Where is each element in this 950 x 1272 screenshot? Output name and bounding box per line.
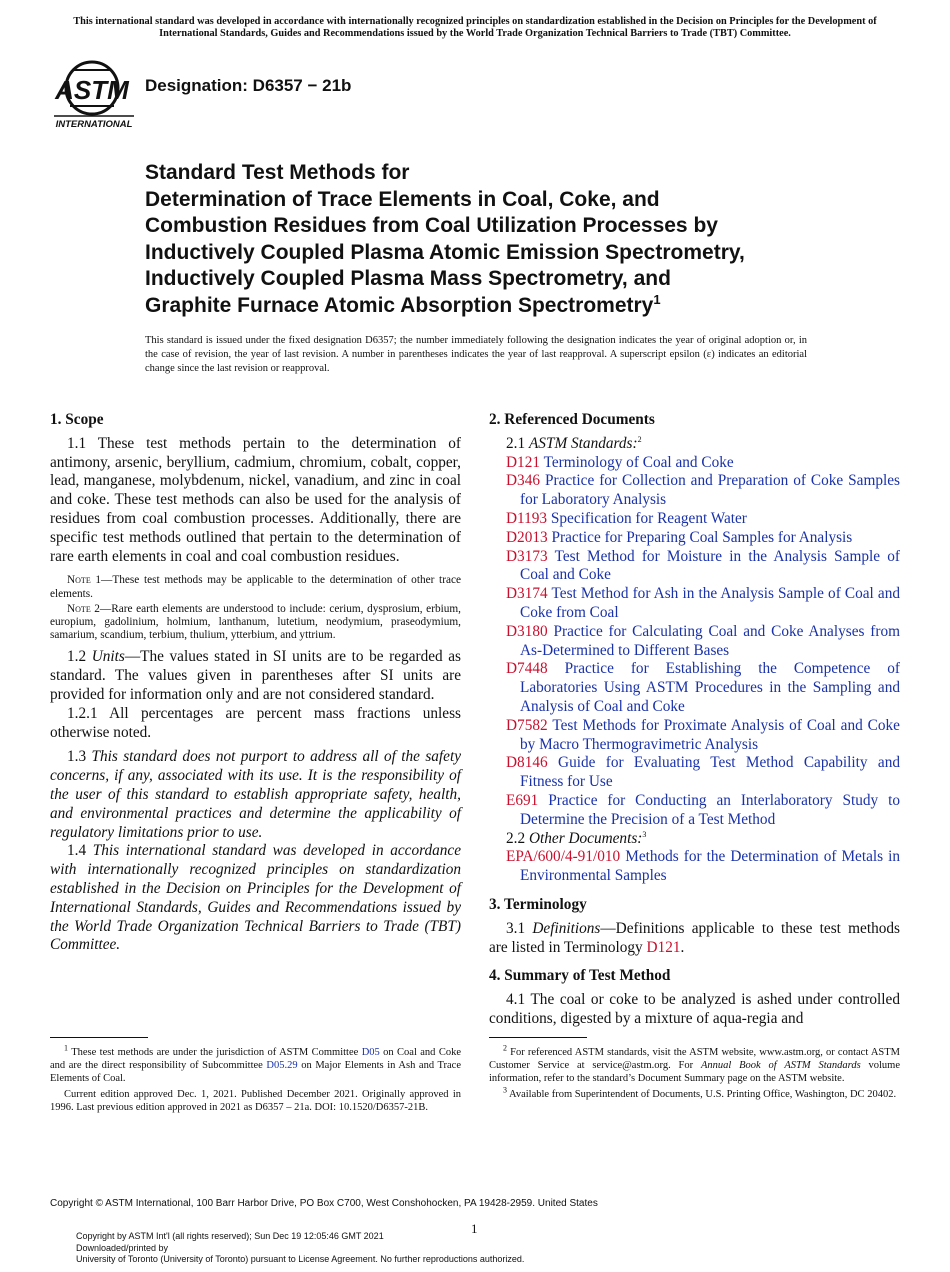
note-label: Note 2	[67, 602, 100, 615]
reference-title-link[interactable]: Practice for Calculating Coal and Coke Analyses from As-Determined to Different Bases	[520, 622, 900, 659]
paragraph-1-4	[50, 842, 461, 955]
reference-title-link[interactable]: Terminology of Coal and Coke	[543, 453, 734, 471]
left-column	[50, 411, 461, 955]
para-number: 2.2	[506, 829, 529, 847]
footnote-divider	[489, 1037, 587, 1038]
para-number: 2.1	[506, 434, 529, 452]
footnote-text: volume information, refer to the standard’s Document Summary page on the ASTM website.	[489, 1060, 900, 1084]
other-documents-heading	[489, 830, 900, 849]
para-end: .	[680, 938, 685, 956]
reference-title-link[interactable]: Test Method for Moisture in the Analysis Sample of Coal and Coke	[520, 547, 900, 584]
para-number: 1.4	[67, 842, 93, 860]
footnote-text: For referenced ASTM standards, visit the ASTM website, www.astm.org, or contact ASTM Customer Service at service@astm.org. For	[489, 1047, 900, 1071]
title-line: Inductively Coupled Plasma Atomic Emission Spectrometry,	[145, 240, 745, 264]
issue-note: This standard is issued under the fixed designation D6357; the number immediately following the designation indicates the year of original adoption or, in the case of revision, the year of last revision. A number in parentheses indicates the year of last reapproval. A superscript epsilon (ε) indicates an editorial change since the last revision or reapproval.	[145, 335, 807, 374]
title-line: Graphite Furnace Atomic Absorption Spectrometry	[145, 293, 654, 317]
footnotes-left	[50, 1043, 462, 1117]
edition-note: Current edition approved Dec. 1, 2021. Published December 2021. Originally approved in 1996. Last previous edition approved in 2021 as D6357 – 21a. DOI: 10.1520/D6357-21B.	[50, 1089, 461, 1113]
terminology-link[interactable]: D121	[646, 938, 681, 956]
reference-code-link[interactable]: D121	[506, 453, 540, 471]
title-line: Combustion Residues from Coal Utilization Processes by	[145, 214, 718, 237]
subcommittee-link[interactable]: D05.29	[266, 1060, 298, 1071]
footnote-text: These test methods are under the jurisdiction of ASTM Committee	[68, 1047, 362, 1058]
footnote-3	[489, 1085, 900, 1101]
reference-item	[489, 623, 900, 661]
committee-link[interactable]: D05	[361, 1047, 380, 1058]
reference-title-link[interactable]: Guide for Evaluating Test Method Capability and Fitness for Use	[520, 754, 900, 791]
para-text: This standard does not purport to address all of the safety concerns, if any, associated with its use. It is the responsibility of the user of this standard to establish appropriate safety, health, and environmental practices and determine the applicability of regulatory limitations prior to use.	[50, 748, 462, 841]
title-line: Inductively Coupled Plasma Mass Spectrometry, and	[145, 267, 671, 290]
reference-title-link[interactable]: Practice for Collection and Preparation of Coke Samples for Laboratory Analysis	[520, 472, 900, 509]
para-number: 3.1	[506, 919, 533, 937]
right-column	[489, 411, 900, 1029]
reference-title-link[interactable]: Test Methods for Proximate Analysis of Coal and Coke by Macro Thermogravimetric Analysis	[520, 716, 900, 753]
other-documents-label: Other Documents:	[528, 829, 643, 847]
download-line: University of Toronto (University of Toronto) pursuant to License Agreement. No further reproductions authorized.	[76, 1254, 525, 1264]
footnote-italic: Annual Book of ASTM Standards	[700, 1060, 861, 1071]
footnote-divider	[50, 1037, 148, 1038]
footnote-text: Available from Superintendent of Documents, U.S. Printing Office, Washington, DC 20402.	[507, 1089, 897, 1100]
reference-code-link[interactable]: D8146	[506, 754, 548, 772]
title-footnote-mark[interactable]: 1	[653, 291, 661, 307]
designation: Designation: D6357 − 21b	[145, 76, 352, 95]
reference-item	[489, 529, 900, 548]
footnote-mark: 1	[64, 1043, 68, 1053]
para-number: 1.2	[67, 648, 92, 666]
note-label: Note 1	[67, 574, 102, 587]
astm-standards-label: ASTM Standards:	[528, 434, 638, 452]
footnotes-right	[489, 1043, 900, 1104]
reference-item	[489, 585, 900, 623]
footnote-mark[interactable]: 2	[637, 434, 642, 444]
reference-item	[489, 454, 900, 473]
para-text: This international standard was developed in accordance with internationally recognized principles on standardization established in the Decision on Principles for the Development of International Standards, Guides and Recommendations issued by the World Trade Organization Technical Barriers to Trade (TBT) Committee.	[50, 842, 461, 954]
svg-text:ASTM: ASTM	[55, 75, 129, 105]
reference-title-link[interactable]: Practice for Establishing the Competence of Laboratories Using ASTM Procedures in the Sampling and Analysis of Coal and Coke	[520, 660, 900, 715]
reference-code-link[interactable]: EPA/600/4-91/010	[506, 848, 621, 866]
reference-code-link[interactable]: E691	[506, 791, 539, 809]
reference-code-link[interactable]: D7448	[506, 660, 548, 678]
reference-code-link[interactable]: D3180	[506, 622, 548, 640]
reference-code-link[interactable]: D3174	[506, 585, 548, 603]
paragraph-1-3	[50, 748, 461, 842]
reference-title-link[interactable]: Specification for Reagent Water	[550, 509, 747, 527]
reference-item	[489, 660, 900, 716]
reference-title-link[interactable]: Test Method for Ash in the Analysis Sample of Coal and Coke from Coal	[520, 585, 900, 621]
paragraph-1-2-1: 1.2.1 All percentages are percent mass fractions unless otherwise noted.	[50, 704, 461, 741]
footnote-1	[50, 1043, 462, 1085]
footnote-mark: 2	[503, 1043, 507, 1053]
paragraph-3-1	[489, 920, 900, 958]
note-1	[50, 574, 461, 600]
para-text: —The values stated in SI units are to be regarded as standard. The values given in parentheses after SI units are provided for information only and are not considered standard.	[50, 648, 461, 703]
footnote-mark: 3	[503, 1085, 507, 1095]
reference-item	[489, 848, 900, 886]
reference-title-link[interactable]: Practice for Preparing Coal Samples for Analysis	[551, 528, 853, 546]
paragraph-1-2	[50, 648, 461, 704]
note-2	[50, 603, 461, 643]
footnote-text: on Major Elements in Ash and Trace Elements of Coal.	[50, 1060, 462, 1084]
para-text: —Definitions applicable to these test methods are listed in Terminology	[489, 919, 900, 956]
para-term: Units	[91, 648, 125, 666]
para-term: Definitions	[532, 919, 601, 937]
page-number: 1	[471, 1221, 478, 1236]
note-text: —Rare earth elements are understood to include: cerium, dysprosium, erbium, europium, gadolinium, holmium, lanthanum, lutetium, neodymium, praseodymium, samarium, scandium, terbium, thulium, ytterbium, and yttrium.	[50, 602, 461, 642]
para-number: 1.3	[67, 748, 92, 766]
astm-logo-icon	[52, 56, 136, 132]
title-line: Determination of Trace Elements in Coal, Coke, and	[145, 187, 660, 211]
download-line: Copyright by ASTM Int'l (all rights reserved); Sun Dec 19 12:05:46 GMT 2021	[76, 1231, 384, 1241]
astm-logo	[52, 56, 136, 132]
astm-standards-heading	[489, 435, 900, 454]
reference-code-link[interactable]: D3173	[506, 547, 548, 565]
section-heading-terminology: 3. Terminology	[489, 895, 587, 913]
footnote-text: on Coal and Coke and are the direct responsibility of Subcommittee	[50, 1047, 461, 1071]
note-text: —These test methods may be applicable to the determination of other trace elements.	[50, 574, 461, 600]
footnote-mark[interactable]: 3	[642, 829, 647, 839]
reference-item	[489, 717, 900, 755]
reference-item	[489, 792, 900, 830]
reference-title-link[interactable]: Methods for the Determination of Metals in Environmental Samples	[520, 848, 901, 885]
reference-code-link[interactable]: D1193	[506, 509, 548, 527]
download-notice	[76, 1231, 524, 1266]
download-line: Downloaded/printed by	[76, 1242, 169, 1253]
footnote-2	[489, 1043, 900, 1085]
reference-title-link[interactable]: Practice for Conducting an Interlaboratory Study to Determine the Precision of a Test Method	[520, 791, 900, 828]
section-heading-scope: 1. Scope	[50, 411, 104, 428]
title-line: Standard Test Methods for	[145, 161, 410, 184]
copyright-line: Copyright © ASTM International, 100 Barr Harbor Drive, PO Box C700, West Conshohocken, PA 19428-2959. United States	[50, 1198, 598, 1209]
logo-text: INTERNATIONAL	[55, 119, 133, 130]
top-notice: This international standard was developed in accordance with internationally recognized principles on standardization established in the Decision on Principles for the Development of International Standards, Guides and Recommendations issued by the World Trade Organization Technical Barriers to Trade (TBT) Committee.	[73, 16, 877, 39]
document-title	[145, 160, 845, 319]
reference-item	[489, 548, 900, 586]
paragraph-1-1: 1.1 These test methods pertain to the determination of antimony, arsenic, beryllium, cadmium, chromium, cobalt, copper, lead, manganese, molybdenum, nickel, vanadium, and zinc in coal and coke. These test methods can also be used for the analysis of residues from coal combustion processes. Additionally, there are specific test methods outlined that pertain to the determination of rare earth elements in coal and coal combustion residues.	[50, 434, 461, 565]
paragraph-4-1: 4.1 The coal or coke to be analyzed is ashed under controlled conditions, digested by a mixture of aqua-regia and	[489, 991, 900, 1027]
title-line-last	[145, 293, 845, 320]
reference-code-link[interactable]: D346	[506, 472, 540, 490]
reference-item	[489, 754, 900, 792]
reference-item	[489, 510, 900, 529]
section-heading-summary: 4. Summary of Test Method	[489, 967, 671, 985]
reference-item	[489, 472, 900, 510]
reference-code-link[interactable]: D2013	[506, 528, 548, 546]
section-heading-referenced-documents: 2. Referenced Documents	[489, 411, 655, 428]
reference-code-link[interactable]: D7582	[506, 716, 548, 734]
